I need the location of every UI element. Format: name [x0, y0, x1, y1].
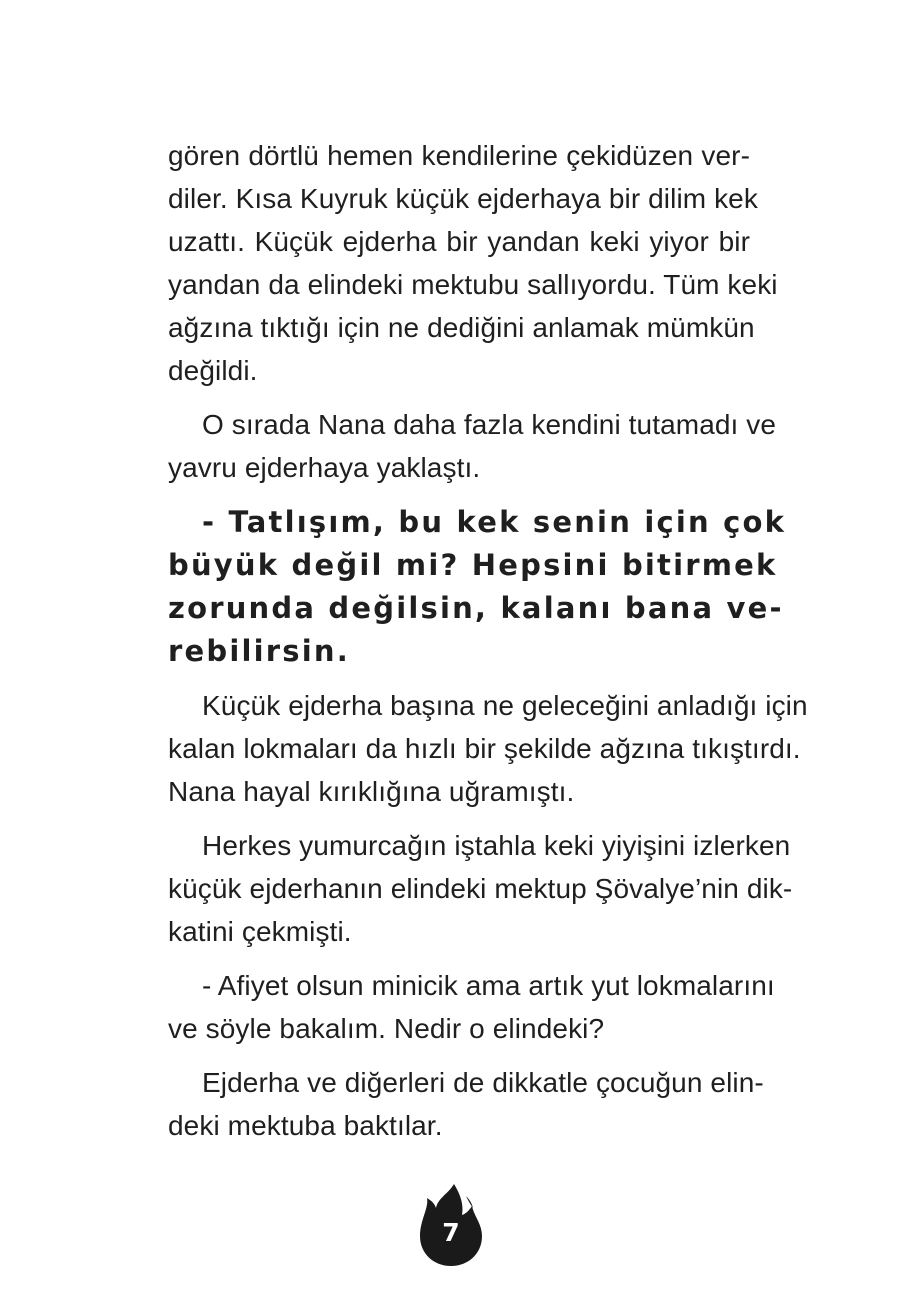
- text-line: Küçük ejderha başına ne geleceğini anladığı için: [202, 690, 808, 721]
- text-line: O sırada Nana daha fazla kendini tutamadı ve: [202, 409, 777, 440]
- text-line: kalan lokmaları da hızlı bir şekilde ağzına tıkıştırdı.: [168, 733, 801, 764]
- paragraph: [168, 403, 777, 489]
- paragraph: [168, 964, 775, 1050]
- text-line: büyük değil mi? Hepsini bitirmek: [168, 548, 778, 582]
- text-line: gören dörtlü hemen kendilerine çekidüzen ver-: [168, 140, 750, 171]
- text-line: ve söyle bakalım. Nedir o elindeki?: [168, 1013, 605, 1044]
- text-line: diler. Kısa Kuyruk küçük ejderhaya bir dilim kek: [168, 183, 758, 214]
- paragraph: [168, 1061, 764, 1147]
- text-line: küçük ejderhanın elindeki mektup Şövalye’nin dik-: [168, 873, 793, 904]
- text-line: - Afiyet olsun minicik ama artık yut lokmalarını: [202, 970, 775, 1001]
- paragraph: [168, 684, 808, 813]
- text-line: zorunda değilsin, kalanı bana ve-: [168, 591, 784, 625]
- page-body: [168, 134, 808, 1147]
- text-line: - Tatlışım, bu kek senin için çok: [202, 505, 787, 539]
- text-line: Herkes yumurcağın iştahla keki yiyişini izlerken: [202, 830, 791, 861]
- text-line: rebilirsin.: [168, 634, 350, 668]
- text-line: ağzına tıktığı için ne dediğini anlamak mümkün: [168, 312, 755, 343]
- text-line: deki mektuba baktılar.: [168, 1110, 443, 1141]
- paragraph: [168, 824, 793, 953]
- text-line: yavru ejderhaya yaklaştı.: [168, 452, 481, 483]
- page-number: 7: [442, 1218, 460, 1247]
- emphasized-dialogue: [168, 501, 787, 673]
- paragraph: [168, 134, 778, 392]
- text-line: yandan da elindeki mektubu sallıyordu. Tüm keki: [168, 269, 778, 300]
- text-line: Nana hayal kırıklığına uğramıştı.: [168, 776, 575, 807]
- text-line: katini çekmişti.: [168, 916, 352, 947]
- text-line: uzattı. Küçük ejderha bir yandan keki yiyor bir: [168, 226, 750, 257]
- text-line: Ejderha ve diğerleri de dikkatle çocuğun elin-: [202, 1067, 764, 1098]
- text-line: değildi.: [168, 355, 258, 386]
